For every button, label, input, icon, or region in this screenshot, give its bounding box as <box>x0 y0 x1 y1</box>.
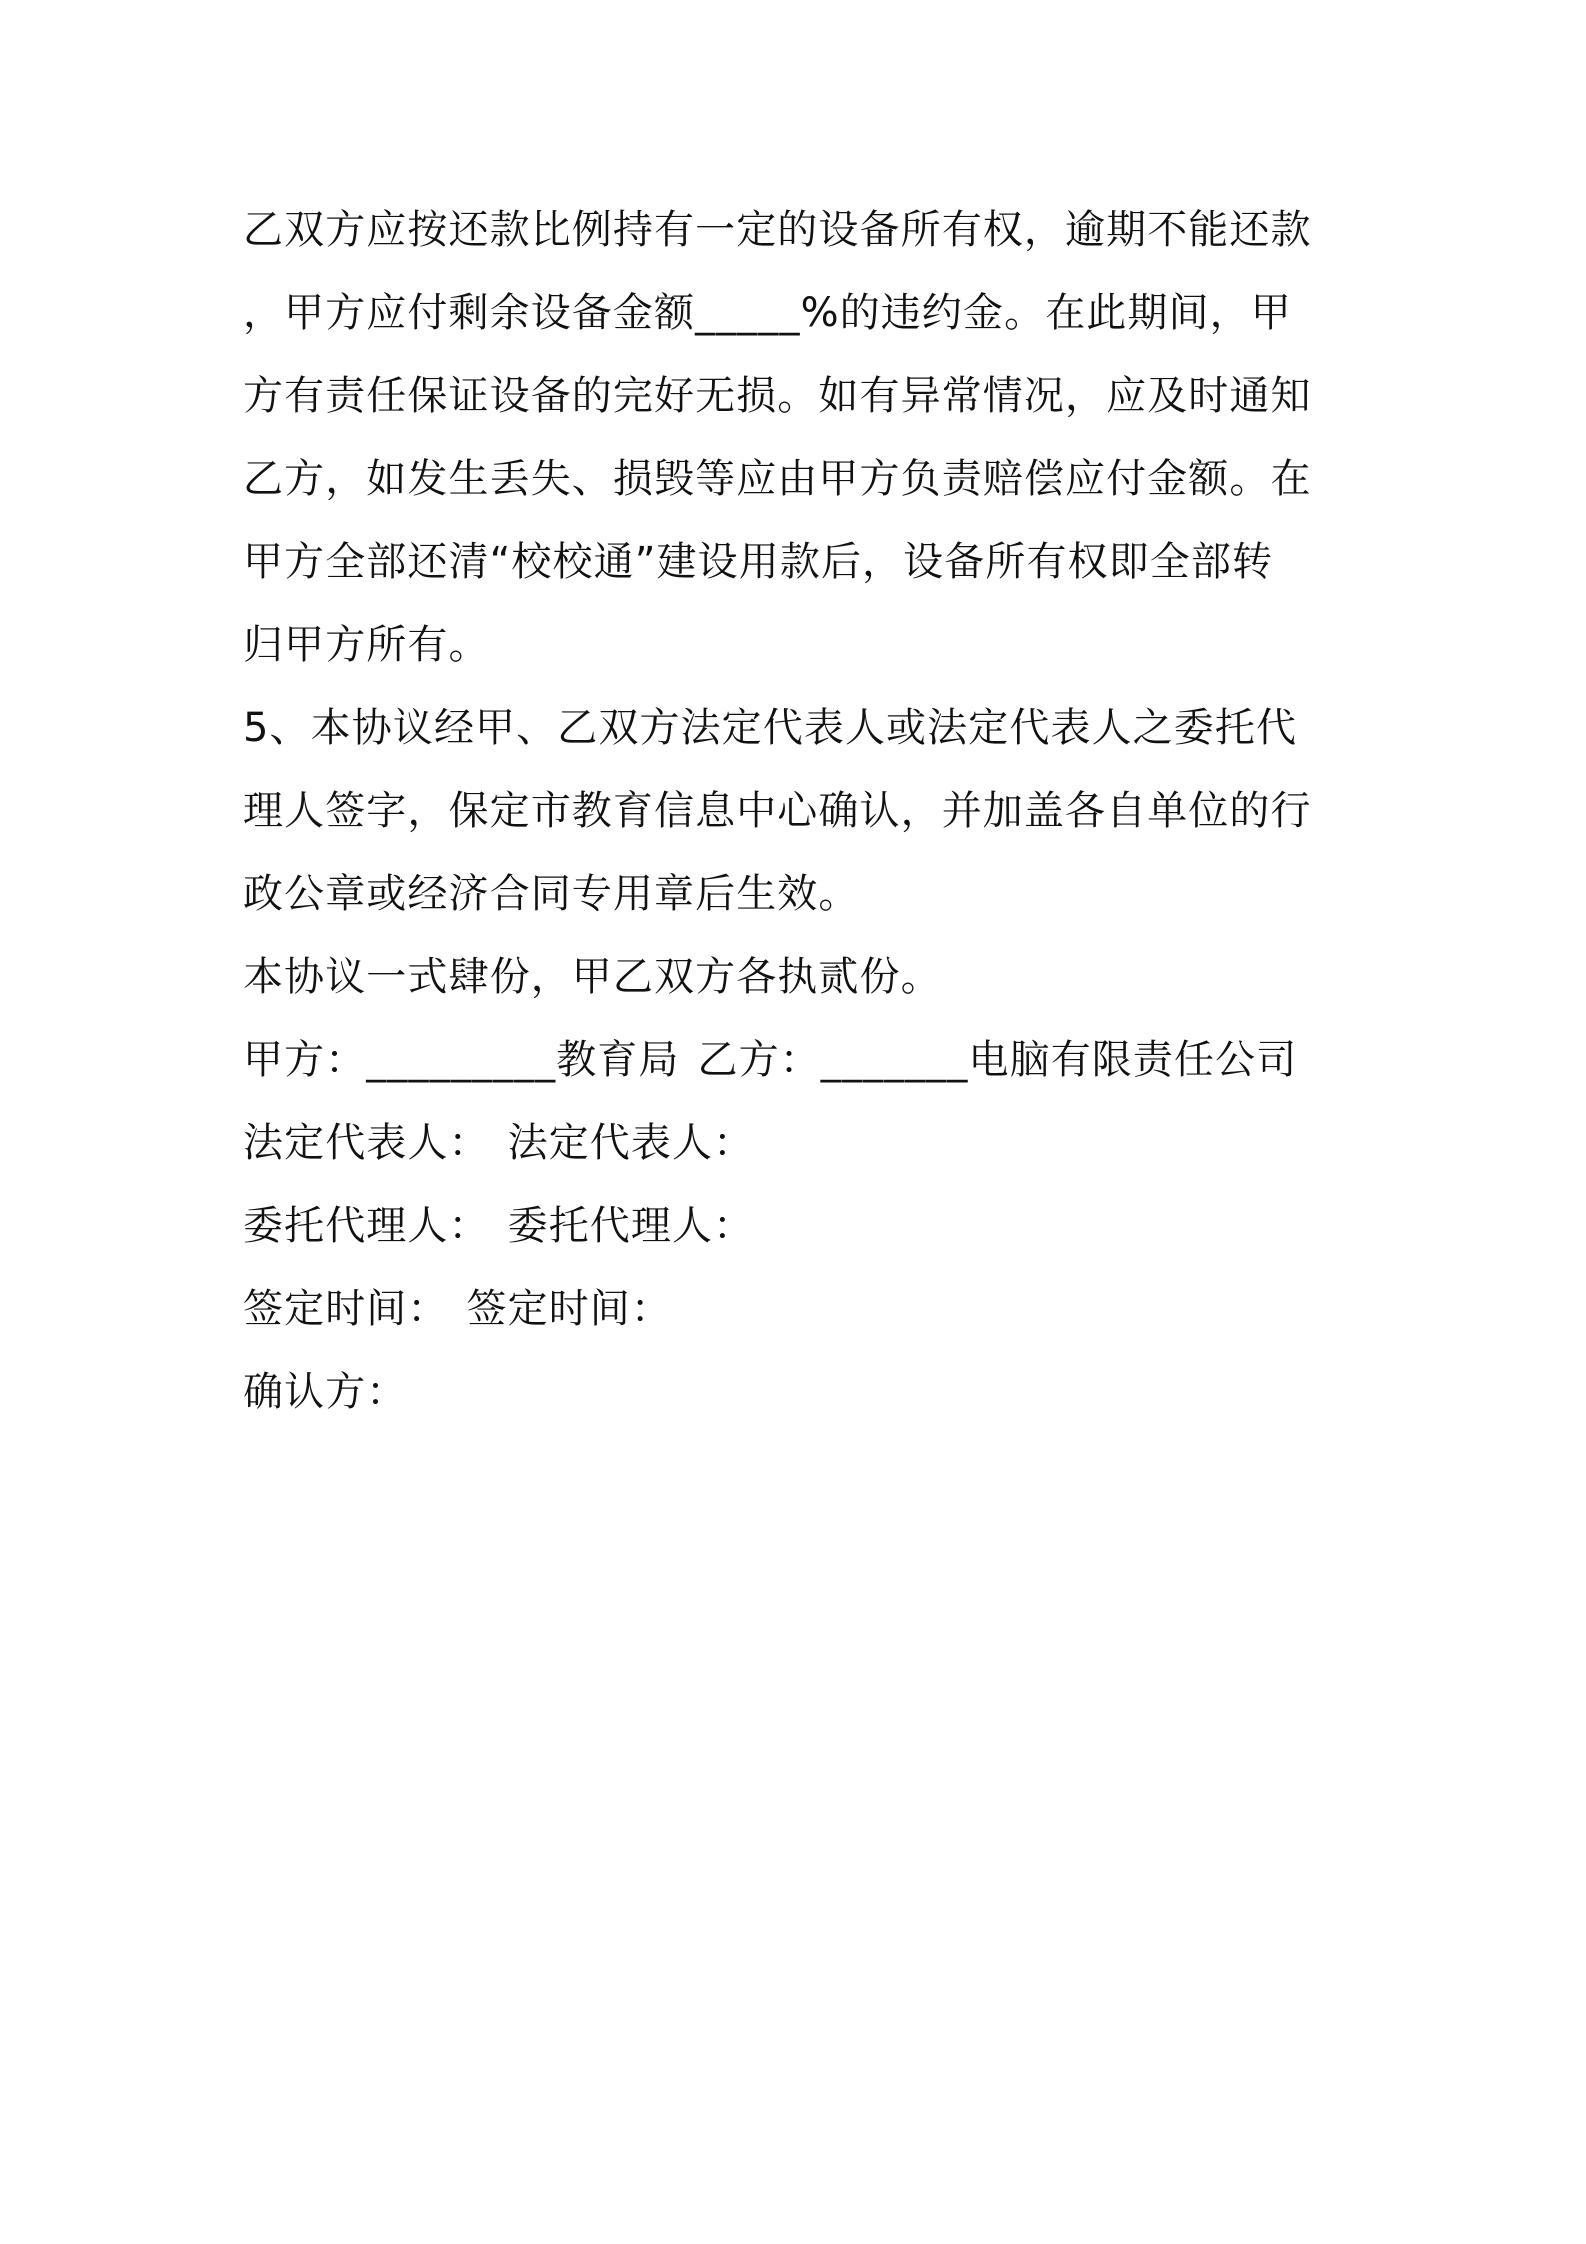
paragraph-line-5: 甲方全部还清“校校通”建设用款后，设备所有权即全部转 <box>243 539 1274 585</box>
paragraph-line-6: 归甲方所有。 <box>243 622 490 668</box>
agent-a: 委托代理人： <box>243 1203 490 1249</box>
confirm-line: 确认方： <box>243 1369 408 1415</box>
copies-line: 本协议一式肆份，甲乙双方各执贰份。 <box>243 954 942 1000</box>
paragraph-line-4: 乙方，如发生丢失、损毁等应由甲方负责赔偿应付金额。在 <box>243 456 1312 502</box>
paragraph-line-3: 方有责任保证设备的完好无损。如有异常情况，应及时通知 <box>243 373 1312 419</box>
parties-line <box>243 1030 1297 1090</box>
legal-rep-a: 法定代表人： <box>243 1120 490 1166</box>
clause-5-line-1: 5、本协议经甲、乙双方法定代表人或法定代表人之委托代 <box>243 705 1298 751</box>
sign-date-a: 签定时间： <box>243 1286 449 1332</box>
clause-5-line-3: 政公章或经济合同专用章后生效。 <box>243 871 860 917</box>
party-b: 乙方：_______电脑有限责任公司 <box>697 1037 1298 1083</box>
paragraph-line-1: 乙双方应按还款比例持有一定的设备所有权，逾期不能还款 <box>243 207 1312 253</box>
legal-rep-line <box>243 1113 754 1173</box>
agent-line <box>243 1196 754 1256</box>
legal-rep-b: 法定代表人： <box>507 1120 755 1166</box>
sign-date-line <box>243 1279 672 1339</box>
party-a: 甲方：_________教育局 <box>243 1037 680 1083</box>
clause-5-line-2: 理人签字，保定市教育信息中心确认，并加盖各自单位的行 <box>243 788 1312 834</box>
sign-date-b: 签定时间： <box>466 1286 672 1332</box>
paragraph-line-2: ，甲方应付剩余设备金额_____%的违约金。在此期间，甲 <box>243 290 1292 336</box>
agent-b: 委托代理人： <box>507 1203 755 1249</box>
